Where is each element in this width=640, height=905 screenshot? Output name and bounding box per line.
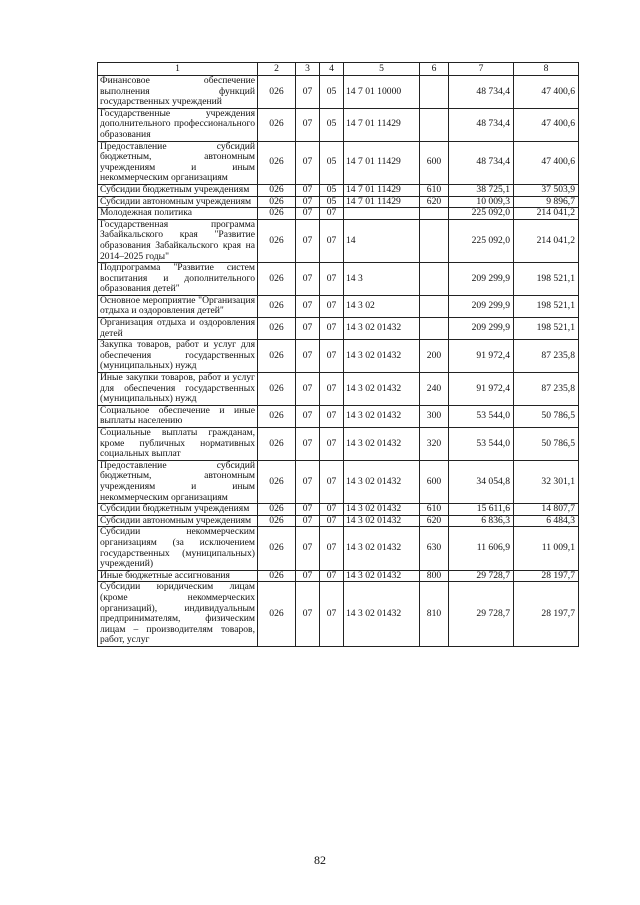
row-name: Основное мероприятие "Организация отдыха и оздоровления детей": [98, 295, 258, 317]
row-name: Субсидии автономным учреждениям: [98, 196, 258, 208]
row-subsection: 05: [320, 184, 344, 196]
row-admin-code: 026: [258, 184, 296, 196]
row-expense-type: [420, 318, 449, 340]
row-expense-type: 600: [420, 460, 449, 503]
row-section: 07: [296, 570, 320, 582]
row-section: 07: [296, 208, 320, 220]
row-section: 07: [296, 108, 320, 141]
table-row: [98, 504, 579, 516]
row-amount-col7: 38 725,1: [449, 184, 514, 196]
row-admin-code: 026: [258, 219, 296, 262]
row-expense-type: [420, 219, 449, 262]
row-name: Государственные учреждения дополнительного профессионального образования: [98, 108, 258, 141]
row-section: 07: [296, 582, 320, 647]
row-name: Предоставление субсидий бюджетным, автономным учреждениям и иным некоммерческим организациям: [98, 141, 258, 184]
row-subsection: 07: [320, 340, 344, 373]
row-name: Субсидии бюджетным учреждениям: [98, 184, 258, 196]
row-amount-col7: 209 299,9: [449, 263, 514, 296]
row-amount-col7: 53 544,0: [449, 428, 514, 461]
row-section: 07: [296, 527, 320, 570]
row-target-code: 14 7 01 11429: [344, 184, 420, 196]
row-section: 07: [296, 504, 320, 516]
row-admin-code: 026: [258, 76, 296, 109]
row-amount-col8: 47 400,6: [514, 76, 579, 109]
row-name: Социальные выплаты гражданам, кроме публичных нормативных социальных выплат: [98, 428, 258, 461]
row-expense-type: 240: [420, 373, 449, 406]
row-target-code: 14 7 01 11429: [344, 141, 420, 184]
row-amount-col7: 10 009,3: [449, 196, 514, 208]
row-section: 07: [296, 428, 320, 461]
row-target-code: 14 3: [344, 263, 420, 296]
row-name: Молодежная политика: [98, 208, 258, 220]
row-amount-col8: 50 786,5: [514, 405, 579, 427]
row-subsection: 05: [320, 108, 344, 141]
row-amount-col7: 48 734,4: [449, 141, 514, 184]
col-header: 5: [344, 63, 420, 76]
row-section: 07: [296, 295, 320, 317]
table-row: [98, 196, 579, 208]
row-amount-col7: 53 544,0: [449, 405, 514, 427]
table-row: [98, 141, 579, 184]
row-subsection: 07: [320, 219, 344, 262]
row-target-code: 14 3 02: [344, 295, 420, 317]
row-admin-code: 026: [258, 504, 296, 516]
row-admin-code: 026: [258, 527, 296, 570]
row-admin-code: 026: [258, 405, 296, 427]
row-section: 07: [296, 373, 320, 406]
row-target-code: 14: [344, 219, 420, 262]
row-amount-col8: 37 503,9: [514, 184, 579, 196]
row-expense-type: 600: [420, 141, 449, 184]
row-target-code: 14 7 01 11429: [344, 196, 420, 208]
col-header: 2: [258, 63, 296, 76]
row-subsection: 07: [320, 373, 344, 406]
budget-table: [97, 62, 579, 647]
table-row: [98, 219, 579, 262]
table-row: [98, 108, 579, 141]
row-admin-code: 026: [258, 373, 296, 406]
row-name: Субсидии бюджетным учреждениям: [98, 504, 258, 516]
row-amount-col7: 11 606,9: [449, 527, 514, 570]
row-name: Иные закупки товаров, работ и услуг для обеспечения государственных (муниципальных) нужд: [98, 373, 258, 406]
row-amount-col8: 87 235,8: [514, 340, 579, 373]
row-amount-col7: 225 092,0: [449, 208, 514, 220]
row-admin-code: 026: [258, 141, 296, 184]
row-subsection: 07: [320, 570, 344, 582]
row-subsection: 07: [320, 504, 344, 516]
row-target-code: 14 3 02 01432: [344, 373, 420, 406]
row-section: 07: [296, 515, 320, 527]
row-name: Субсидии некоммерческим организациям (за исключением государственных (муниципальных) учреждений): [98, 527, 258, 570]
row-amount-col8: 198 521,1: [514, 318, 579, 340]
table-row: [98, 570, 579, 582]
row-amount-col8: 47 400,6: [514, 108, 579, 141]
row-amount-col8: 214 041,2: [514, 208, 579, 220]
col-header: 1: [98, 63, 258, 76]
header-row: [98, 63, 579, 76]
row-target-code: 14 7 01 10000: [344, 76, 420, 109]
row-subsection: 07: [320, 428, 344, 461]
row-section: 07: [296, 196, 320, 208]
row-amount-col8: 50 786,5: [514, 428, 579, 461]
row-amount-col8: 198 521,1: [514, 295, 579, 317]
row-amount-col8: 6 484,3: [514, 515, 579, 527]
row-target-code: 14 3 02 01432: [344, 582, 420, 647]
row-expense-type: [420, 295, 449, 317]
row-admin-code: 026: [258, 263, 296, 296]
row-target-code: [344, 208, 420, 220]
row-section: 07: [296, 141, 320, 184]
row-subsection: 07: [320, 263, 344, 296]
row-expense-type: 630: [420, 527, 449, 570]
row-amount-col7: 48 734,4: [449, 108, 514, 141]
page-number: 82: [314, 853, 326, 867]
row-amount-col8: 32 301,1: [514, 460, 579, 503]
table-row: [98, 527, 579, 570]
row-expense-type: 620: [420, 515, 449, 527]
row-expense-type: [420, 208, 449, 220]
table-body: [98, 76, 579, 647]
row-expense-type: 320: [420, 428, 449, 461]
row-name: Финансовое обеспечение выполнения функций государственных учреждений: [98, 76, 258, 109]
table-row: [98, 295, 579, 317]
row-amount-col8: 198 521,1: [514, 263, 579, 296]
row-admin-code: 026: [258, 208, 296, 220]
row-admin-code: 026: [258, 295, 296, 317]
row-target-code: 14 7 01 11429: [344, 108, 420, 141]
row-subsection: 07: [320, 208, 344, 220]
col-header: 7: [449, 63, 514, 76]
row-admin-code: 026: [258, 515, 296, 527]
row-subsection: 07: [320, 405, 344, 427]
row-amount-col7: 209 299,9: [449, 318, 514, 340]
row-target-code: 14 3 02 01432: [344, 515, 420, 527]
row-expense-type: 200: [420, 340, 449, 373]
table-row: [98, 318, 579, 340]
table-row: [98, 263, 579, 296]
row-expense-type: 610: [420, 504, 449, 516]
row-name: Субсидии автономным учреждениям: [98, 515, 258, 527]
table-row: [98, 184, 579, 196]
row-name: Подпрограмма "Развитие систем воспитания и дополнительного образования детей": [98, 263, 258, 296]
table-row: [98, 340, 579, 373]
row-amount-col7: 91 972,4: [449, 373, 514, 406]
row-subsection: 07: [320, 527, 344, 570]
table-row: [98, 373, 579, 406]
row-expense-type: 620: [420, 196, 449, 208]
row-target-code: 14 3 02 01432: [344, 428, 420, 461]
row-expense-type: 610: [420, 184, 449, 196]
table-row: [98, 405, 579, 427]
row-subsection: 07: [320, 295, 344, 317]
row-target-code: 14 3 02 01432: [344, 570, 420, 582]
row-amount-col8: 11 009,1: [514, 527, 579, 570]
row-amount-col7: 15 611,6: [449, 504, 514, 516]
row-amount-col7: 225 092,0: [449, 219, 514, 262]
row-section: 07: [296, 405, 320, 427]
row-name: Организация отдыха и оздоровления детей: [98, 318, 258, 340]
row-amount-col7: 91 972,4: [449, 340, 514, 373]
row-name: Иные бюджетные ассигнования: [98, 570, 258, 582]
row-subsection: 07: [320, 460, 344, 503]
row-amount-col8: 47 400,6: [514, 141, 579, 184]
col-header: 3: [296, 63, 320, 76]
row-name: Социальное обеспечение и иные выплаты населению: [98, 405, 258, 427]
row-name: Закупка товаров, работ и услуг для обеспечения государственных (муниципальных) нужд: [98, 340, 258, 373]
table-row: [98, 515, 579, 527]
col-header: 4: [320, 63, 344, 76]
table-row: [98, 208, 579, 220]
row-expense-type: 300: [420, 405, 449, 427]
row-amount-col8: 9 896,7: [514, 196, 579, 208]
row-target-code: 14 3 02 01432: [344, 527, 420, 570]
row-section: 07: [296, 184, 320, 196]
row-target-code: 14 3 02 01432: [344, 340, 420, 373]
row-expense-type: 810: [420, 582, 449, 647]
row-expense-type: [420, 76, 449, 109]
row-expense-type: 800: [420, 570, 449, 582]
row-amount-col8: 87 235,8: [514, 373, 579, 406]
row-subsection: 07: [320, 582, 344, 647]
row-section: 07: [296, 460, 320, 503]
row-name: Предоставление субсидий бюджетным, автономным учреждениям и иным некоммерческим организациям: [98, 460, 258, 503]
row-amount-col8: 28 197,7: [514, 570, 579, 582]
row-subsection: 07: [320, 515, 344, 527]
row-admin-code: 026: [258, 340, 296, 373]
row-amount-col8: 214 041,2: [514, 219, 579, 262]
table-row: [98, 460, 579, 503]
row-target-code: 14 3 02 01432: [344, 460, 420, 503]
row-section: 07: [296, 340, 320, 373]
row-admin-code: 026: [258, 196, 296, 208]
row-admin-code: 026: [258, 428, 296, 461]
row-amount-col8: 14 807,7: [514, 504, 579, 516]
row-amount-col7: 209 299,9: [449, 295, 514, 317]
row-expense-type: [420, 263, 449, 296]
row-target-code: 14 3 02 01432: [344, 504, 420, 516]
row-amount-col7: 34 054,8: [449, 460, 514, 503]
row-subsection: 07: [320, 318, 344, 340]
col-header: 6: [420, 63, 449, 76]
table-row: [98, 428, 579, 461]
table-row: [98, 76, 579, 109]
row-name: Субсидии юридическим лицам (кроме некоммерческих организаций), индивидуальным предпринимателям, физическим лицам – производителям товаров, работ, услуг: [98, 582, 258, 647]
row-amount-col7: 29 728,7: [449, 570, 514, 582]
table-row: [98, 582, 579, 647]
row-admin-code: 026: [258, 108, 296, 141]
col-header: 8: [514, 63, 579, 76]
row-section: 07: [296, 219, 320, 262]
row-admin-code: 026: [258, 582, 296, 647]
row-name: Государственная программа Забайкальского края "Развитие образования Забайкальского края на 2014–2025 годы": [98, 219, 258, 262]
row-target-code: 14 3 02 01432: [344, 405, 420, 427]
row-amount-col7: 48 734,4: [449, 76, 514, 109]
row-subsection: 05: [320, 141, 344, 184]
row-target-code: 14 3 02 01432: [344, 318, 420, 340]
row-subsection: 05: [320, 196, 344, 208]
row-amount-col8: 28 197,7: [514, 582, 579, 647]
row-amount-col7: 29 728,7: [449, 582, 514, 647]
row-section: 07: [296, 263, 320, 296]
row-expense-type: [420, 108, 449, 141]
row-admin-code: 026: [258, 570, 296, 582]
row-amount-col7: 6 836,3: [449, 515, 514, 527]
row-subsection: 05: [320, 76, 344, 109]
row-admin-code: 026: [258, 460, 296, 503]
row-section: 07: [296, 76, 320, 109]
row-section: 07: [296, 318, 320, 340]
row-admin-code: 026: [258, 318, 296, 340]
